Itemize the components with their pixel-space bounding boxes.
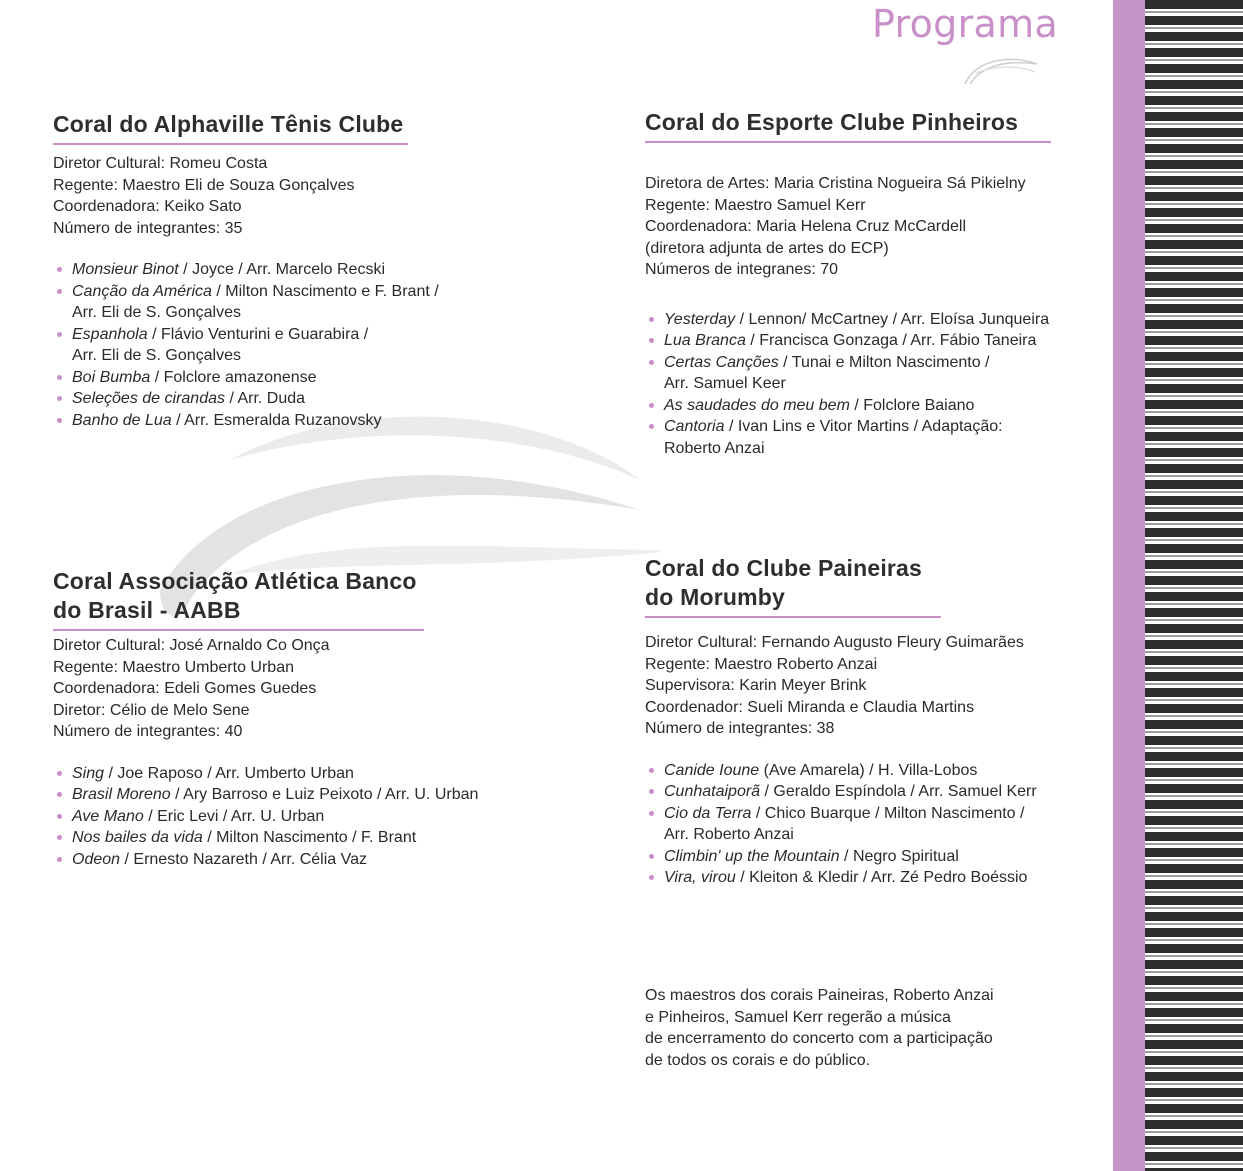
- song-line: [664, 416, 1051, 438]
- song-title: Yesterday: [664, 310, 736, 328]
- song-credit: / Tunai e Milton Nascimento /: [783, 353, 990, 371]
- info-line: Número de integrantes: 35: [53, 219, 243, 237]
- song-item: [53, 849, 478, 871]
- song-line: [664, 395, 1051, 417]
- title-ornament-icon: [955, 52, 1040, 92]
- song-credit: / Kleiton & Kledir / Arr. Zé Pedro Boéssio: [740, 869, 1028, 886]
- song-title: Banho de Lua: [72, 411, 172, 429]
- song-item: [53, 388, 439, 410]
- choir-name: [645, 108, 1051, 137]
- song-item: [645, 781, 1037, 803]
- info-line: (diretora adjunta de artes do ECP): [645, 239, 889, 257]
- info-line: Supervisora: Karin Meyer Brink: [645, 677, 867, 694]
- song-item: [645, 395, 1051, 417]
- song-item: [53, 784, 478, 806]
- closing-note: [645, 985, 994, 1071]
- song-credit: / Francisca Gonzaga / Arr. Fábio Taneira: [750, 332, 1037, 349]
- song-title: As saudades do meu bem: [664, 396, 850, 414]
- song-title: Lua Branca: [664, 332, 746, 349]
- song-line: [664, 867, 1037, 889]
- info-line: Número de integrantes: 38: [645, 720, 835, 737]
- song-list: [645, 309, 1051, 460]
- song-credit: / Eric Levi / Arr. U. Urban: [148, 807, 325, 825]
- song-line: [72, 388, 439, 410]
- choir-name: [53, 110, 439, 139]
- song-credit: / Ary Barroso e Luiz Peixoto / Arr. U. Urban: [175, 786, 479, 803]
- song-credit: / Joe Raposo / Arr. Umberto Urban: [108, 764, 354, 782]
- song-list: [53, 259, 439, 431]
- song-credit: / Lennon/ McCartney / Arr. Eloísa Junqueira: [739, 310, 1050, 328]
- song-line: [664, 373, 1051, 395]
- song-item: [53, 827, 478, 849]
- song-credit: / Ernesto Nazareth / Arr. Célia Vaz: [124, 850, 367, 868]
- song-credit: / Ivan Lins e Vitor Martins / Adaptação:: [728, 418, 1003, 435]
- song-title: Vira, virou: [664, 869, 736, 886]
- song-item: [645, 760, 1037, 782]
- choir-section: [53, 110, 439, 431]
- info-line: Coordenador: Sueli Miranda e Claudia Martins: [645, 698, 975, 716]
- info-line: Regente: Maestro Samuel Kerr: [645, 196, 866, 214]
- info-line: Regente: Maestro Umberto Urban: [53, 658, 294, 676]
- song-line: [72, 259, 439, 281]
- song-item: [645, 867, 1037, 889]
- song-title: Canide Ioune: [664, 761, 760, 779]
- song-item: [53, 410, 439, 432]
- song-line: [72, 410, 439, 432]
- info-line: Regente: Maestro Roberto Anzai: [645, 655, 878, 673]
- song-credit: / Arr. Duda: [229, 390, 306, 407]
- choir-info: [645, 632, 1037, 740]
- song-credit: Arr. Eli de S. Gonçalves: [72, 347, 241, 364]
- song-line: [72, 763, 478, 785]
- closing-line: de todos os corais e do público.: [645, 1051, 871, 1069]
- song-line: [72, 324, 439, 346]
- info-line: Diretor Cultural: José Arnaldo Co Onça: [53, 637, 330, 654]
- choir-section: [645, 108, 1051, 459]
- song-line: [72, 345, 439, 367]
- song-item: [53, 806, 478, 828]
- song-credit: / Chico Buarque / Milton Nascimento /: [755, 804, 1025, 822]
- song-title: Nos bailes da vida: [72, 829, 203, 846]
- choir-name-line: Coral do Alphaville Tênis Clube: [53, 111, 404, 137]
- choir-info: [645, 173, 1051, 281]
- song-credit: Arr. Samuel Keer: [664, 375, 786, 392]
- closing-line: Os maestros dos corais Paineiras, Roberto Anzai: [645, 987, 994, 1004]
- violet-stripe: [1113, 0, 1145, 1171]
- choir-name-line: Coral do Esporte Clube Pinheiros: [645, 109, 1019, 135]
- song-credit: / Flávio Venturini e Guarabira /: [152, 325, 369, 343]
- song-line: [664, 352, 1051, 374]
- closing-line: e Pinheiros, Samuel Kerr regerão a música: [645, 1008, 951, 1026]
- info-line: Diretor: Célio de Melo Sene: [53, 701, 250, 719]
- choir-name-line: do Morumby: [645, 584, 785, 610]
- info-line: Coordenadora: Keiko Sato: [53, 198, 242, 215]
- song-item: [645, 352, 1051, 395]
- song-line: [72, 302, 439, 324]
- choir-name: [53, 567, 478, 625]
- choir-section: [645, 554, 1037, 889]
- song-item: [645, 330, 1051, 352]
- song-line: [72, 827, 478, 849]
- choir-name-line: Coral do Clube Paineiras: [645, 555, 923, 581]
- song-title: Monsieur Binot: [72, 261, 179, 278]
- song-item: [645, 846, 1037, 868]
- song-title: Cunhataiporã: [664, 783, 761, 800]
- song-credit: / Geraldo Espíndola / Arr. Samuel Kerr: [764, 783, 1037, 800]
- choir-name-line: do Brasil - AABB: [53, 597, 241, 623]
- song-list: [645, 760, 1037, 889]
- song-credit: / Arr. Esmeralda Ruzanovsky: [176, 411, 382, 429]
- song-credit: Roberto Anzai: [664, 439, 765, 457]
- song-title: Cio da Terra: [664, 804, 752, 822]
- song-line: [72, 784, 478, 806]
- song-line: [664, 309, 1051, 331]
- song-credit: / Milton Nascimento e F. Brant /: [216, 282, 439, 300]
- song-item: [53, 324, 439, 367]
- song-title: Cantoria: [664, 418, 725, 435]
- song-credit: / Negro Spiritual: [844, 847, 959, 865]
- song-line: [664, 824, 1037, 846]
- song-line: [664, 330, 1051, 352]
- choir-name-line: Coral Associação Atlética Banco: [53, 568, 417, 594]
- song-title: Odeon: [72, 850, 121, 868]
- song-title: Brasil Moreno: [72, 786, 171, 803]
- song-line: [664, 846, 1037, 868]
- song-title: Certas Canções: [664, 353, 779, 371]
- info-line: Diretor Cultural: Romeu Costa: [53, 155, 268, 172]
- song-title: Espanhola: [72, 325, 148, 343]
- heading-underline: [53, 143, 408, 145]
- song-line: [72, 367, 439, 389]
- song-title: Ave Mano: [72, 807, 144, 825]
- song-credit: / Folclore Baiano: [854, 396, 975, 414]
- song-list: [53, 763, 478, 871]
- closing-line: de encerramento do concerto com a participação: [645, 1030, 993, 1047]
- song-credit: / Joyce / Arr. Marcelo Recski: [183, 261, 386, 278]
- choir-section: [53, 567, 478, 870]
- song-item: [645, 309, 1051, 331]
- info-line: Diretora de Artes: Maria Cristina Nogueira Sá Pikielny: [645, 175, 1026, 192]
- song-line: [664, 803, 1037, 825]
- page-title: Programa: [872, 2, 1059, 46]
- info-line: Diretor Cultural: Fernando Augusto Fleury Guimarães: [645, 634, 1024, 651]
- song-item: [53, 259, 439, 281]
- song-item: [53, 763, 478, 785]
- info-line: Regente: Maestro Eli de Souza Gonçalves: [53, 176, 355, 194]
- choir-info: [53, 153, 439, 239]
- info-line: Números de integranes: 70: [645, 261, 838, 278]
- song-title: Boi Bumba: [72, 368, 151, 386]
- song-item: [53, 281, 439, 324]
- striped-bars: [1145, 0, 1243, 1171]
- info-line: Coordenadora: Edeli Gomes Guedes: [53, 680, 317, 697]
- song-item: [645, 416, 1051, 459]
- decorative-stripe-band: [1113, 0, 1243, 1171]
- song-credit: / Folclore amazonense: [154, 368, 317, 386]
- song-title: Climbin' up the Mountain: [664, 847, 840, 865]
- song-credit: (Ave Amarela) / H. Villa-Lobos: [763, 761, 978, 779]
- song-item: [645, 803, 1037, 846]
- song-title: Seleções de cirandas: [72, 390, 225, 407]
- song-line: [664, 760, 1037, 782]
- song-item: [53, 367, 439, 389]
- song-line: [72, 281, 439, 303]
- heading-underline: [645, 141, 1051, 143]
- choir-name: [645, 554, 1037, 612]
- song-credit: Arr. Eli de S. Gonçalves: [72, 304, 241, 321]
- choir-info: [53, 635, 478, 743]
- song-line: [664, 781, 1037, 803]
- heading-underline: [645, 616, 941, 618]
- song-title: Sing: [72, 764, 105, 782]
- heading-underline: [53, 629, 424, 631]
- song-line: [72, 806, 478, 828]
- info-line: Coordenadora: Maria Helena Cruz McCardell: [645, 218, 967, 235]
- song-title: Canção da América: [72, 282, 212, 300]
- song-credit: / Milton Nascimento / F. Brant: [207, 829, 417, 846]
- info-line: Número de integrantes: 40: [53, 723, 243, 740]
- song-credit: Arr. Roberto Anzai: [664, 826, 794, 843]
- song-line: [72, 849, 478, 871]
- song-line: [664, 438, 1051, 460]
